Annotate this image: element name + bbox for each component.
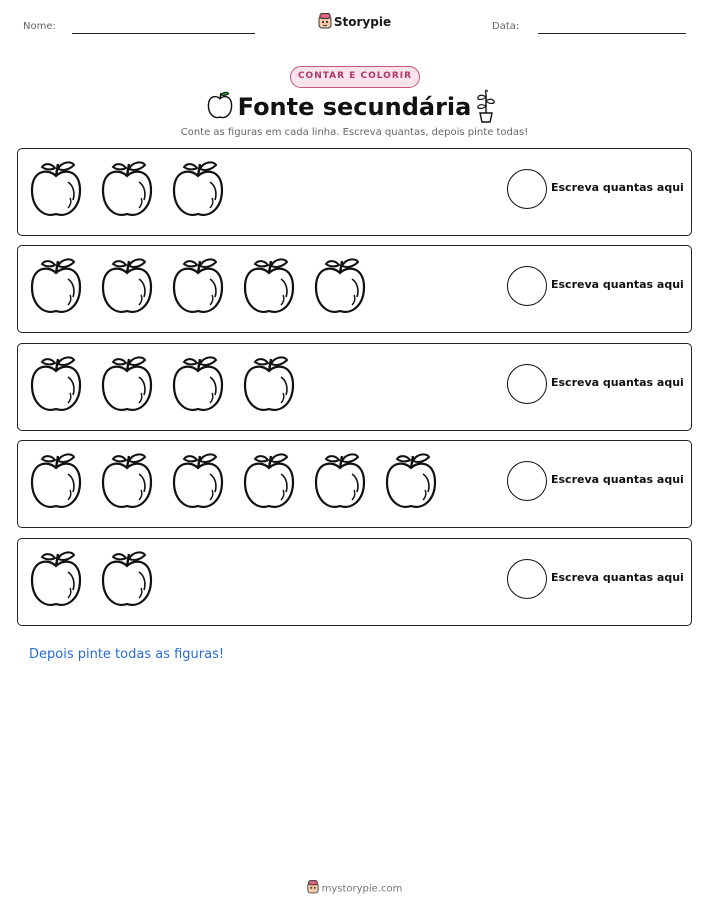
storypie-logo-icon bbox=[307, 880, 319, 897]
brand bbox=[0, 13, 709, 32]
answer-prompt: Escreva quantas aqui bbox=[551, 473, 684, 486]
site-footer bbox=[0, 880, 709, 897]
apple-icon[interactable] bbox=[170, 353, 226, 415]
apple-icon[interactable] bbox=[241, 353, 297, 415]
answer-prompt: Escreva quantas aqui bbox=[551, 181, 684, 194]
answer-circle[interactable] bbox=[507, 559, 547, 599]
answer-prompt: Escreva quantas aqui bbox=[551, 278, 684, 291]
apple-icon[interactable] bbox=[99, 255, 155, 317]
apple-icon[interactable] bbox=[99, 353, 155, 415]
apple-icon[interactable] bbox=[28, 450, 84, 512]
answer-prompt: Escreva quantas aqui bbox=[551, 376, 684, 389]
date-label: Data: bbox=[492, 21, 520, 32]
answer-circle[interactable] bbox=[507, 364, 547, 404]
apple-icon[interactable] bbox=[28, 353, 84, 415]
apple-icon[interactable] bbox=[170, 158, 226, 220]
count-row bbox=[17, 440, 692, 528]
apple-icon[interactable] bbox=[170, 255, 226, 317]
apple-icon[interactable] bbox=[312, 255, 368, 317]
apple-icon[interactable] bbox=[170, 450, 226, 512]
apple-icon[interactable] bbox=[28, 548, 84, 610]
storypie-logo-icon bbox=[318, 13, 332, 32]
page-title: Fonte secundária bbox=[237, 93, 472, 121]
count-row bbox=[17, 245, 692, 333]
count-row bbox=[17, 343, 692, 431]
instructions: Conte as figuras em cada linha. Escreva quantas, depois pinte todas! bbox=[180, 127, 529, 138]
apple-icon[interactable] bbox=[99, 548, 155, 610]
potted-plant-icon bbox=[474, 89, 498, 127]
apple-icon[interactable] bbox=[99, 158, 155, 220]
apple-icon[interactable] bbox=[28, 158, 84, 220]
apple-icon[interactable] bbox=[28, 255, 84, 317]
answer-circle[interactable] bbox=[507, 461, 547, 501]
apple-icon[interactable] bbox=[99, 450, 155, 512]
brand-name: Storypie bbox=[333, 15, 392, 29]
date-line bbox=[538, 33, 686, 34]
count-row bbox=[17, 148, 692, 236]
name-line bbox=[72, 33, 255, 34]
answer-circle[interactable] bbox=[507, 169, 547, 209]
name-label: Nome: bbox=[23, 21, 56, 32]
footer-note: Depois pinte todas as figuras! bbox=[29, 647, 225, 662]
apple-icon[interactable] bbox=[241, 450, 297, 512]
activity-badge: CONTAR E COLORIR bbox=[290, 66, 420, 88]
apple-icon[interactable] bbox=[383, 450, 439, 512]
count-row bbox=[17, 538, 692, 626]
apple-icon[interactable] bbox=[312, 450, 368, 512]
answer-prompt: Escreva quantas aqui bbox=[551, 571, 684, 584]
site-url: mystorypie.com bbox=[321, 883, 403, 895]
answer-circle[interactable] bbox=[507, 266, 547, 306]
apple-icon[interactable] bbox=[241, 255, 297, 317]
